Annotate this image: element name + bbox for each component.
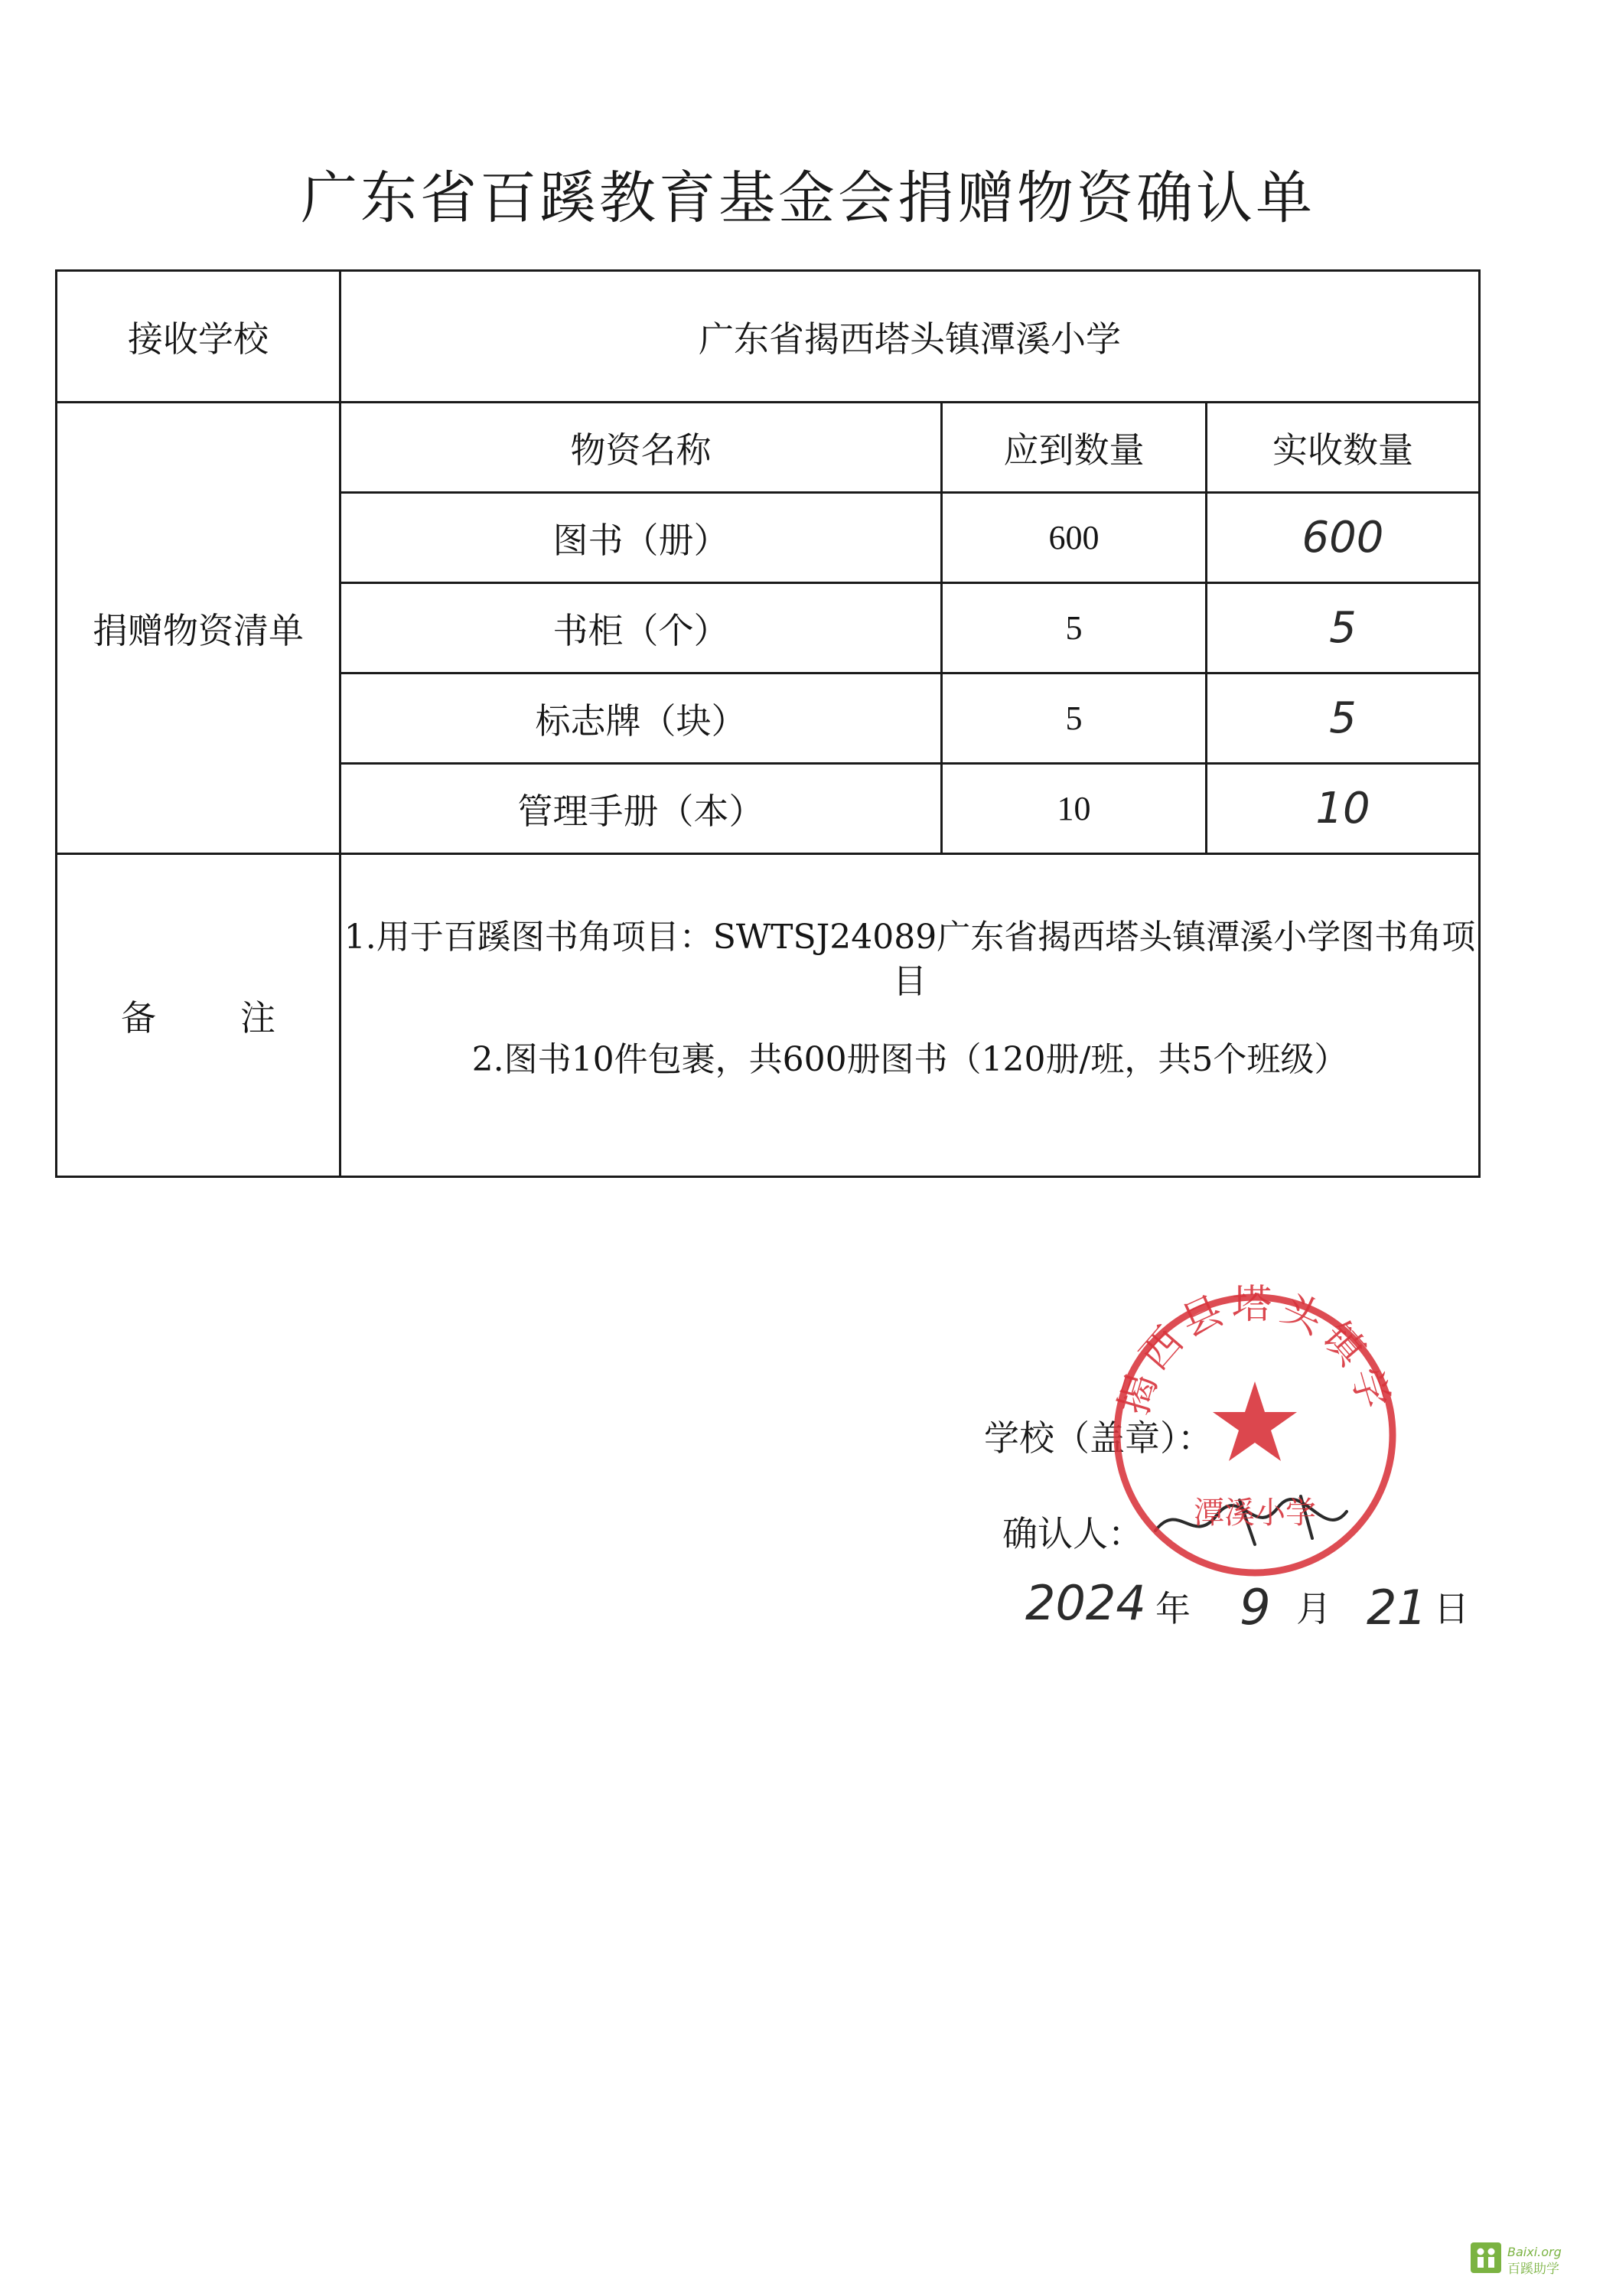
date-year-handwritten: 2024 [1025,1575,1146,1631]
column-header-received: 实收数量 [1207,403,1480,493]
donation-list-label: 捐赠物资清单 [57,403,340,854]
column-header-name: 物资名称 [340,403,942,493]
item-name: 管理手册（本） [340,764,942,854]
column-header-expected: 应到数量 [942,403,1207,493]
date-month-unit: 月 [1296,1588,1331,1629]
item-name: 书柜（个） [340,583,942,673]
remarks-label-char-2: 注 [240,996,275,1039]
remark-line-1: 1.用于百蹊图书角项目：SWTSJ24089广东省揭西塔头镇潭溪小学图书角项目 [344,917,1476,1001]
item-received-qty-handwritten: 5 [1207,673,1480,764]
items-header-row [57,403,1480,493]
item-name: 图书（册） [340,493,942,583]
remarks-label [57,854,340,1177]
svg-text:Baixi.org: Baixi.org [1507,2245,1562,2259]
confirmer-label: 确认人： [1002,1513,1143,1554]
item-expected-qty: 5 [942,673,1207,764]
remarks-label-char-1: 备 [121,996,156,1039]
item-name: 标志牌（块） [340,673,942,764]
seal-arc-text: 揭西县塔头镇学 [1111,1282,1399,1420]
school-seal-label: 学校（盖章）： [984,1417,1213,1459]
item-expected-qty: 600 [942,493,1207,583]
official-seal [1102,1282,1408,1588]
document-title: 广东省百蹊教育基金会捐赠物资确认单 [301,165,1315,231]
date-day-unit: 日 [1434,1588,1469,1629]
date-year-unit: 年 [1155,1588,1191,1629]
star-icon [1213,1381,1297,1461]
item-expected-qty: 10 [942,764,1207,854]
remarks-row [57,854,1480,1177]
item-received-qty-handwritten: 600 [1207,493,1480,583]
item-received-qty-handwritten: 5 [1207,583,1480,673]
date-day-handwritten: 21 [1367,1580,1427,1636]
remarks-content [340,854,1480,1177]
item-received-qty-handwritten: 10 [1207,764,1480,854]
donation-form-table [55,269,1481,1178]
baixi-watermark-logo [1471,2239,1593,2279]
seal-inner-text: 潭溪小学 [1194,1495,1316,1531]
receiving-school-label: 接收学校 [57,271,340,403]
svg-text:百蹊助学: 百蹊助学 [1507,2262,1559,2277]
date-month-handwritten: 9 [1240,1580,1271,1636]
item-expected-qty: 5 [942,583,1207,673]
remark-line-2: 2.图书10件包裹，共600册图书（120册/班，共5个班级） [471,1039,1348,1079]
receiving-school-row [57,271,1480,403]
receiving-school-value: 广东省揭西塔头镇潭溪小学 [340,271,1480,403]
